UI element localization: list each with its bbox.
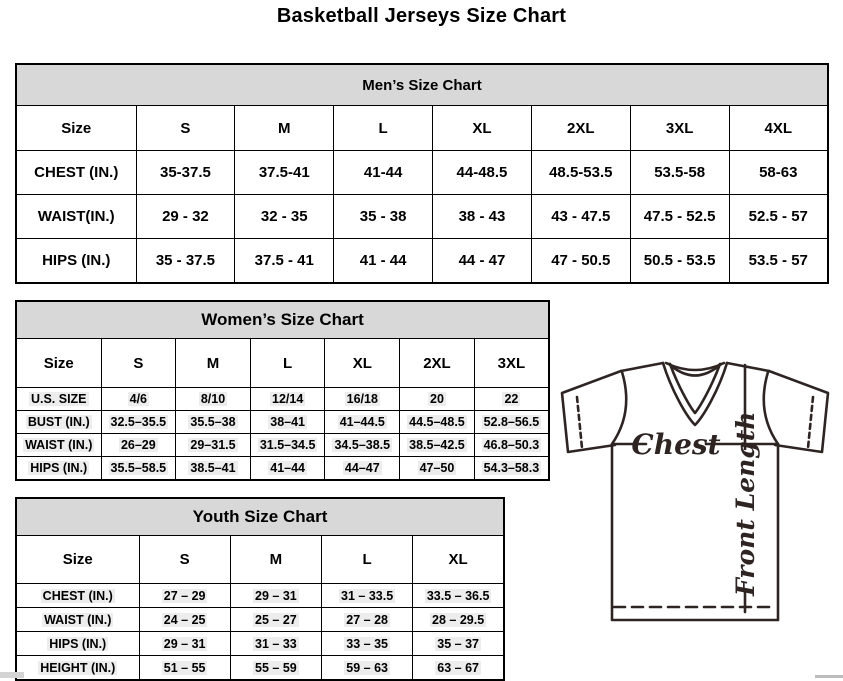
size-cell: 35.5–58.5 [101, 457, 176, 481]
horizontal-scrollbar-track[interactable] [815, 675, 843, 678]
size-cell: 20 [400, 388, 475, 411]
size-cell: 44.5–48.5 [400, 411, 475, 434]
size-cell: 52.5 - 57 [729, 195, 828, 239]
column-header: L [334, 106, 433, 151]
size-cell: 32 - 35 [235, 195, 334, 239]
size-cell: 37.5-41 [235, 151, 334, 195]
size-cell: 29 – 31 [139, 632, 230, 656]
size-cell: 31 – 33 [230, 632, 321, 656]
column-header: 3XL [474, 339, 549, 388]
size-cell: 27 – 29 [139, 584, 230, 608]
horizontal-scrollbar-thumb[interactable] [0, 672, 24, 678]
column-header: M [176, 339, 251, 388]
size-cell: 50.5 - 53.5 [630, 239, 729, 284]
table-row [16, 388, 549, 411]
size-cell: 29–31.5 [176, 434, 251, 457]
size-cell: 35 - 38 [334, 195, 433, 239]
column-header: S [136, 106, 235, 151]
table-row [16, 239, 828, 284]
jersey-outline [621, 363, 663, 371]
column-header: Size [16, 536, 139, 584]
size-cell: 44-48.5 [433, 151, 532, 195]
size-cell: 43 - 47.5 [531, 195, 630, 239]
size-cell: 41–44 [250, 457, 325, 481]
row-label: CHEST (IN.) [16, 584, 139, 608]
youth-size-table [15, 497, 505, 681]
column-header: 4XL [729, 106, 828, 151]
size-cell: 27 – 28 [322, 608, 413, 632]
size-cell: 63 – 67 [413, 656, 504, 681]
size-cell: 26–29 [101, 434, 176, 457]
size-cell: 38.5–41 [176, 457, 251, 481]
row-label: WAIST (IN.) [16, 434, 101, 457]
size-cell: 47.5 - 52.5 [630, 195, 729, 239]
table-header-row [16, 106, 828, 151]
size-cell: 24 – 25 [139, 608, 230, 632]
column-header: 2XL [531, 106, 630, 151]
size-cell: 38.5–42.5 [400, 434, 475, 457]
column-header: S [139, 536, 230, 584]
column-header: XL [413, 536, 504, 584]
size-cell: 48.5-53.5 [531, 151, 630, 195]
column-header: 2XL [400, 339, 475, 388]
size-cell: 32.5–35.5 [101, 411, 176, 434]
table-section-row [16, 301, 549, 339]
size-cell: 59 – 63 [322, 656, 413, 681]
mens-size-table [15, 63, 829, 284]
column-header: L [322, 536, 413, 584]
column-header: S [101, 339, 176, 388]
row-label: HEIGHT (IN.) [16, 656, 139, 681]
size-cell: 51 – 55 [139, 656, 230, 681]
size-cell: 53.5 - 57 [729, 239, 828, 284]
table-row [16, 457, 549, 481]
size-cell: 35 - 37.5 [136, 239, 235, 284]
size-cell: 8/10 [176, 388, 251, 411]
size-cell: 47–50 [400, 457, 475, 481]
size-cell: 44–47 [325, 457, 400, 481]
row-label: WAIST(IN.) [16, 195, 136, 239]
size-cell: 35 – 37 [413, 632, 504, 656]
table-row [16, 411, 549, 434]
size-cell: 12/14 [250, 388, 325, 411]
size-cell: 31.5–34.5 [250, 434, 325, 457]
table-row [16, 434, 549, 457]
row-label: HIPS (IN.) [16, 239, 136, 284]
column-header: M [230, 536, 321, 584]
size-cell: 35-37.5 [136, 151, 235, 195]
row-label: BUST (IN.) [16, 411, 101, 434]
womens-section-title: Women’s Size Chart [16, 301, 549, 339]
size-cell: 37.5 - 41 [235, 239, 334, 284]
size-cell: 41 - 44 [334, 239, 433, 284]
womens-size-table [15, 300, 550, 481]
size-cell: 29 – 31 [230, 584, 321, 608]
column-header: 3XL [630, 106, 729, 151]
table-row [16, 584, 504, 608]
column-header: M [235, 106, 334, 151]
table-section-row [16, 64, 828, 106]
column-header: XL [433, 106, 532, 151]
mens-section-title: Men’s Size Chart [16, 64, 828, 106]
column-header: Size [16, 339, 101, 388]
table-row [16, 608, 504, 632]
table-row [16, 151, 828, 195]
sleeve-cuff-dash [577, 397, 582, 448]
chest-label: Chest [631, 428, 721, 461]
size-cell: 41–44.5 [325, 411, 400, 434]
size-cell: 41-44 [334, 151, 433, 195]
row-label: U.S. SIZE [16, 388, 101, 411]
youth-section-title: Youth Size Chart [16, 498, 504, 536]
table-row [16, 632, 504, 656]
size-cell: 22 [474, 388, 549, 411]
front-length-label: Front Length [731, 411, 760, 596]
size-cell: 35.5–38 [176, 411, 251, 434]
jersey-measurement-diagram [551, 354, 839, 644]
size-cell: 53.5-58 [630, 151, 729, 195]
size-cell: 28 – 29.5 [413, 608, 504, 632]
size-cell: 34.5–38.5 [325, 434, 400, 457]
row-label: HIPS (IN.) [16, 457, 101, 481]
size-cell: 33.5 – 36.5 [413, 584, 504, 608]
size-cell: 58-63 [729, 151, 828, 195]
row-label: WAIST (IN.) [16, 608, 139, 632]
size-cell: 38–41 [250, 411, 325, 434]
table-row [16, 195, 828, 239]
size-cell: 33 – 35 [322, 632, 413, 656]
size-cell: 31 – 33.5 [322, 584, 413, 608]
column-header: XL [325, 339, 400, 388]
column-header: Size [16, 106, 136, 151]
size-cell: 46.8–50.3 [474, 434, 549, 457]
size-cell: 38 - 43 [433, 195, 532, 239]
size-cell: 47 - 50.5 [531, 239, 630, 284]
size-cell: 54.3–58.3 [474, 457, 549, 481]
size-cell: 55 – 59 [230, 656, 321, 681]
size-cell: 44 - 47 [433, 239, 532, 284]
row-label: CHEST (IN.) [16, 151, 136, 195]
size-cell: 29 - 32 [136, 195, 235, 239]
table-header-row [16, 536, 504, 584]
table-row [16, 656, 504, 681]
table-section-row [16, 498, 504, 536]
size-cell: 25 – 27 [230, 608, 321, 632]
size-cell: 52.8–56.5 [474, 411, 549, 434]
sleeve-cuff-dash [808, 397, 813, 448]
size-cell: 4/6 [101, 388, 176, 411]
table-header-row [16, 339, 549, 388]
size-cell: 16/18 [325, 388, 400, 411]
page-title: Basketball Jerseys Size Chart [276, 5, 567, 27]
column-header: L [250, 339, 325, 388]
row-label: HIPS (IN.) [16, 632, 139, 656]
